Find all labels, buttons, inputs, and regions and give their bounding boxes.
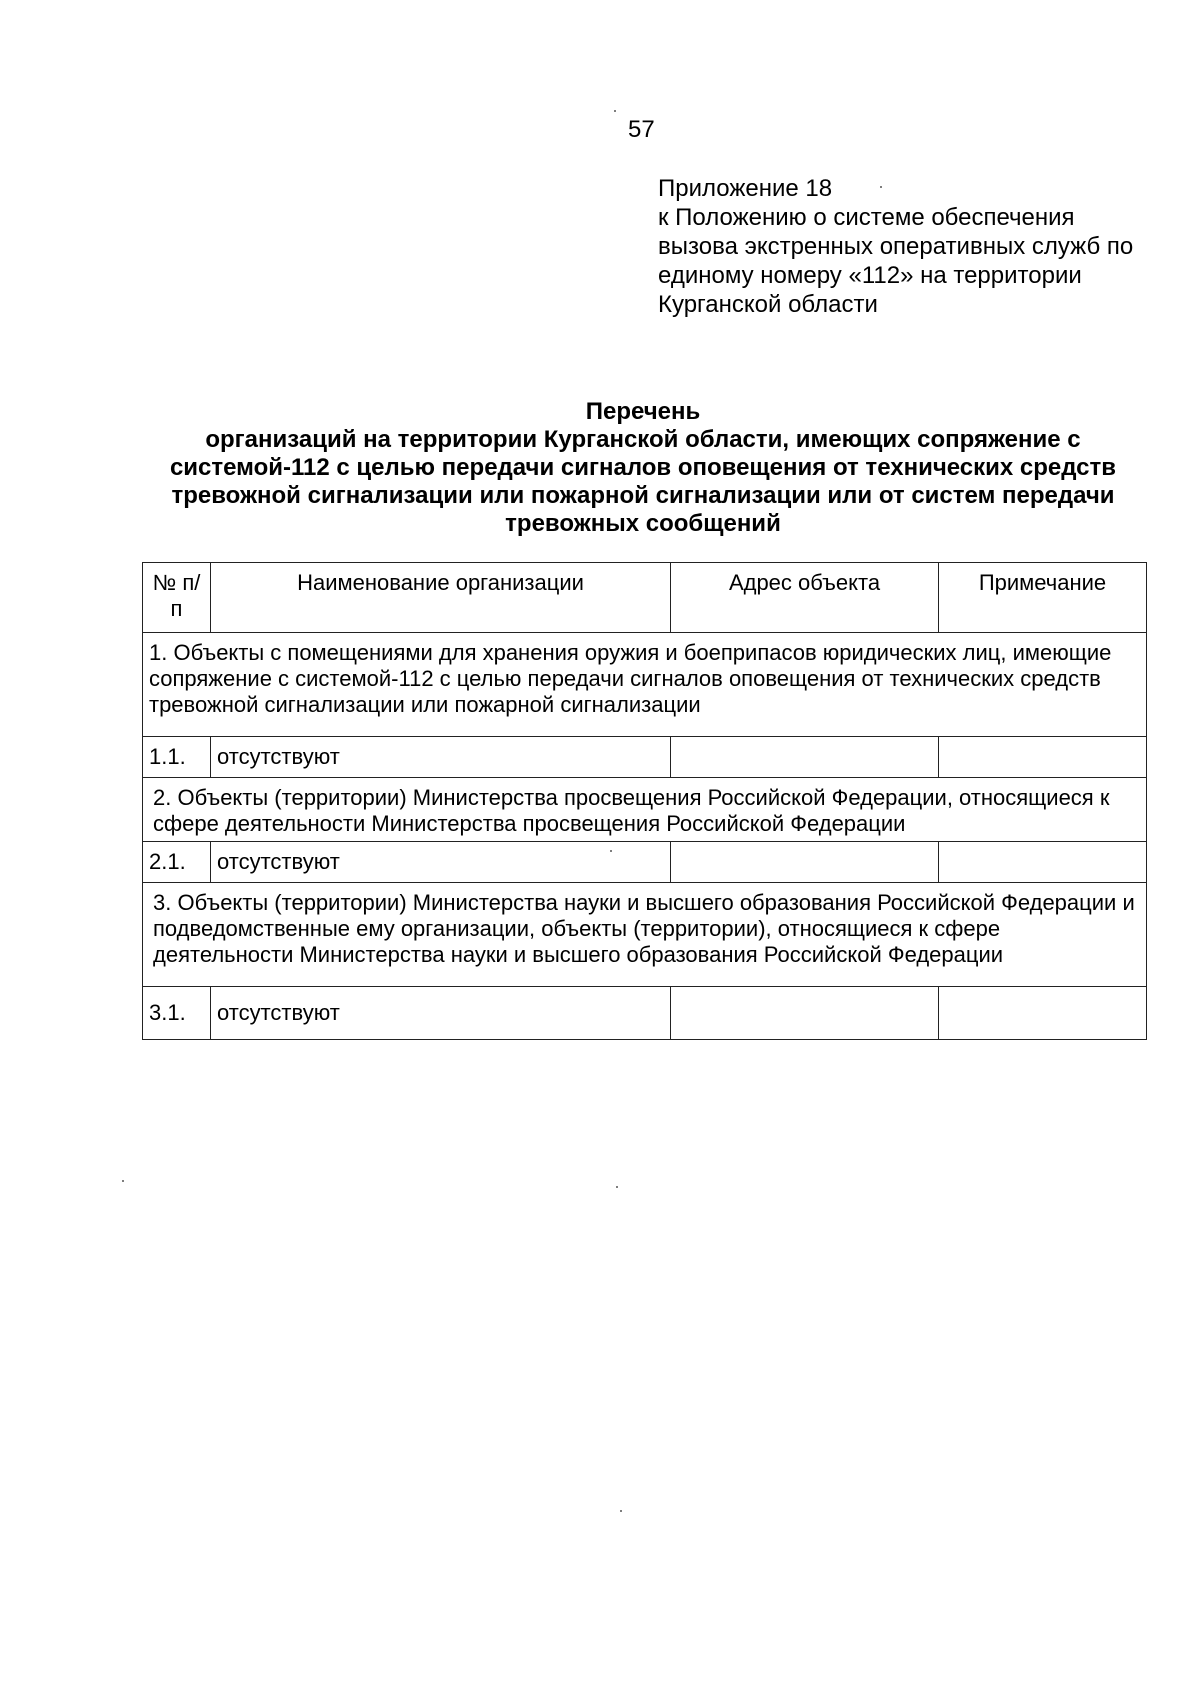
row-number: 1.1. bbox=[143, 737, 211, 778]
header-organization-name: Наименование организации bbox=[211, 563, 671, 633]
title-line: организаций на территории Курганской области, имеющих сопряжение с bbox=[205, 426, 1081, 453]
title-heading: Перечень bbox=[585, 398, 701, 425]
row-organization-name: отсутствуют bbox=[211, 842, 671, 883]
row-organization-name: отсутствуют bbox=[211, 737, 671, 778]
header-number: № п/п bbox=[143, 563, 211, 633]
row-address bbox=[671, 987, 939, 1040]
scan-speck bbox=[880, 186, 882, 188]
appendix-line: единому номеру «112» на территории bbox=[658, 262, 1082, 289]
scan-speck bbox=[122, 1180, 124, 1182]
document-title bbox=[145, 398, 1141, 538]
row-address bbox=[671, 842, 939, 883]
appendix-line: вызова экстренных оперативных служб по bbox=[658, 233, 1134, 260]
section-text: 2. Объекты (территории) Министерства просвещения Российской Федерации, относящиеся к сфере деятельности Министерства просвещения Российской Федерации bbox=[143, 778, 1147, 842]
row-number: 3.1. bbox=[143, 987, 211, 1040]
appendix-line: к Положению о системе обеспечения bbox=[658, 204, 1075, 231]
row-organization-name: отсутствуют bbox=[211, 987, 671, 1040]
section-row bbox=[143, 778, 1147, 842]
row-note bbox=[939, 842, 1147, 883]
row-address bbox=[671, 737, 939, 778]
scan-speck bbox=[610, 850, 612, 852]
organizations-table bbox=[142, 562, 1147, 1040]
appendix-line: Курганской области bbox=[658, 291, 878, 318]
title-line: тревожных сообщений bbox=[505, 510, 781, 537]
table-row bbox=[143, 987, 1147, 1040]
title-line: тревожной сигнализации или пожарной сигнализации или от систем передачи bbox=[171, 482, 1115, 509]
appendix-block bbox=[658, 174, 1158, 319]
appendix-line: Приложение 18 bbox=[658, 175, 833, 202]
scan-speck bbox=[616, 1186, 618, 1188]
table-row bbox=[143, 737, 1147, 778]
row-note bbox=[939, 987, 1147, 1040]
page-number: 57 bbox=[628, 116, 655, 143]
scan-speck bbox=[620, 1510, 622, 1512]
table-header-row bbox=[143, 563, 1147, 633]
table-row bbox=[143, 842, 1147, 883]
scan-speck bbox=[614, 110, 616, 112]
section-row bbox=[143, 633, 1147, 737]
section-text: 1. Объекты с помещениями для хранения оружия и боеприпасов юридических лиц, имеющие сопряжение с системой-112 с целью передачи сигналов оповещения от технических средств тревожной сигнализации или пожарной сигнализации bbox=[143, 633, 1147, 737]
section-text: 3. Объекты (территории) Министерства науки и высшего образования Российской Федерации и подведомственные ему организации, объекты (территории), относящиеся к сфере деятельности Министерства науки и высшего образования Российской Федерации bbox=[143, 883, 1147, 987]
title-line: системой-112 с целью передачи сигналов оповещения от технических средств bbox=[169, 454, 1117, 481]
section-row bbox=[143, 883, 1147, 987]
row-note bbox=[939, 737, 1147, 778]
row-number: 2.1. bbox=[143, 842, 211, 883]
header-address: Адрес объекта bbox=[671, 563, 939, 633]
header-note: Примечание bbox=[939, 563, 1147, 633]
